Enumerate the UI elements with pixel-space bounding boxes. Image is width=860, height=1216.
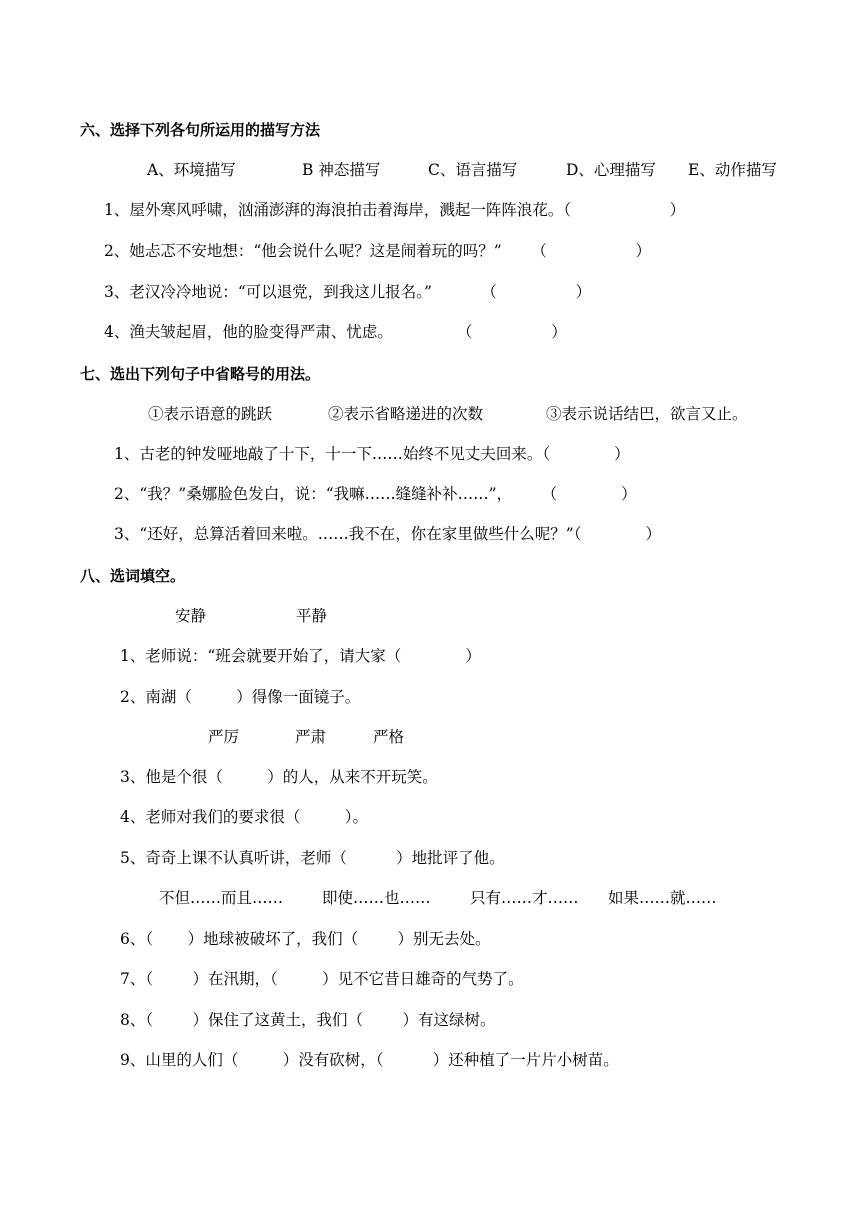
word-yange: 严格 xyxy=(373,728,405,746)
section-8-item-2: 2、南湖（ ）得像一面镜子。 xyxy=(120,688,361,706)
section-8-item-9: 9、山里的人们（ ）没有砍树，（ ）还种植了一片片小树苗。 xyxy=(120,1051,619,1069)
word-yansu: 严肃 xyxy=(295,728,327,746)
section-7-item-2: 2、“我？”桑娜脸色发白，说：“我嘛……缝缝补补……”， （ ） xyxy=(114,485,637,503)
section-7-item-1: 1、古老的钟发哑地敲了十下，十一下……始终不见丈夫回来。（ ） xyxy=(114,445,630,463)
usage-option-2: ②表示省略递进的次数 xyxy=(328,405,484,423)
option-d: D、心理描写 xyxy=(566,161,656,179)
conj-ruguo-jiu: 如果……就…… xyxy=(608,889,717,907)
section-6-item-2: 2、她忐忑不安地想：“他会说什么呢？这是闹着玩的吗？” （ ） xyxy=(104,242,651,260)
section-8-item-5: 5、奇奇上课不认真听讲，老师（ ）地批评了他。 xyxy=(120,849,505,867)
section-6-item-4: 4、渔夫皱起眉，他的脸变得严肃、忧虑。 （ ） xyxy=(104,323,567,341)
section-8-item-1: 1、老师说：“班会就要开始了，请大家（ ） xyxy=(120,647,481,665)
conj-budan-erqie: 不但……而且…… xyxy=(159,889,284,907)
option-e: E、动作描写 xyxy=(688,161,777,179)
option-b: B 神态描写 xyxy=(302,161,381,179)
option-a: A、环境描写 xyxy=(147,161,236,179)
option-c: C、语言描写 xyxy=(428,161,518,179)
section-7-title: 七、选出下列句子中省略号的用法。 xyxy=(80,365,321,383)
usage-option-3: ③表示说话结巴，欲言又止。 xyxy=(546,405,748,423)
section-8-title: 八、选词填空。 xyxy=(80,567,186,585)
word-anjing: 安静 xyxy=(175,607,207,625)
section-8-item-7: 7、（ ）在汛期，（ ）见不它昔日雄奇的气势了。 xyxy=(120,970,524,988)
section-6-item-3: 3、老汉冷冷地说：“可以退党，到我这儿报名。” （ ） xyxy=(104,283,592,301)
section-6-title: 六、选择下列各句所运用的描写方法 xyxy=(80,121,321,139)
usage-option-1: ①表示语意的跳跃 xyxy=(148,405,273,423)
word-yanli: 严厉 xyxy=(208,728,240,746)
conj-jishi-ye: 即使……也…… xyxy=(322,889,431,907)
section-6-item-1: 1、屋外寒风呼啸，汹涌澎湃的海浪拍击着海岸，溅起一阵阵浪花。（ ） xyxy=(104,201,686,219)
section-8-item-8: 8、（ ）保住了这黄土，我们（ ）有这绿树。 xyxy=(120,1011,496,1029)
section-8-item-6: 6、（ ）地球被破坏了，我们（ ）别无去处。 xyxy=(120,930,491,948)
conj-zhiyou-cai: 只有……才…… xyxy=(470,889,579,907)
section-7-item-3: 3、“还好，总算活着回来啦。……我不在，你在家里做些什么呢？”（ ） xyxy=(114,525,662,543)
section-8-item-4: 4、老师对我们的要求很（ ）。 xyxy=(120,808,368,826)
word-pingjing: 平静 xyxy=(296,607,328,625)
section-8-item-3: 3、他是个很（ ）的人，从来不开玩笑。 xyxy=(120,768,438,786)
